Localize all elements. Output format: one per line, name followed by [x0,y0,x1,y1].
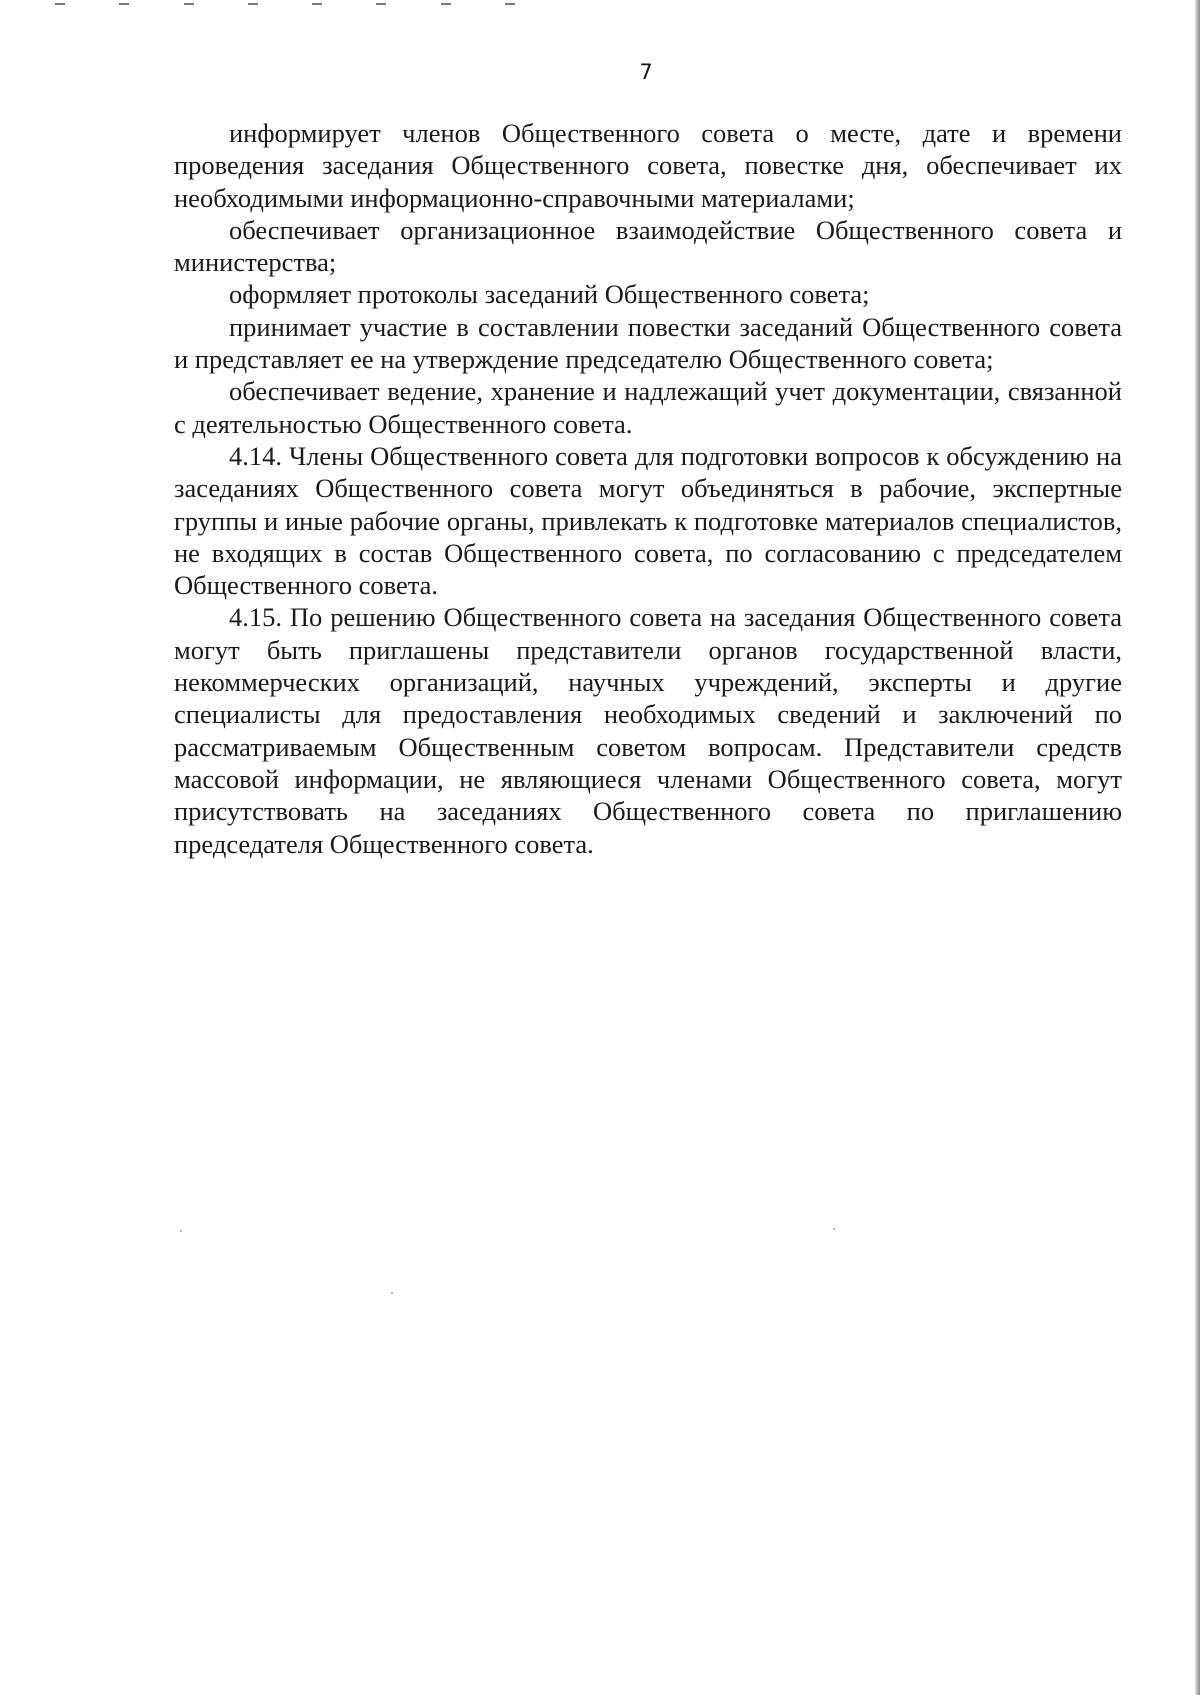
scan-dash [505,3,515,5]
scan-dash [248,3,258,5]
scan-dash [184,3,194,5]
paragraph-minutes: оформляет протоколы заседаний Общественного совета; [229,279,870,310]
page-number: 7 [639,60,653,84]
scan-dash [312,3,322,5]
scan-dash [119,3,129,5]
paragraph-4-15: 4.15. По решению Общественного совета на заседания Общественного совета могут быть приглашены представители органов государственной власти, некоммерческих организаций, научных учреждений, эксперты и другие специалисты для предоставления необходимых сведений и заключений по рассматриваемым Общественным советом вопросам. Представители средств массовой информации, не являющиеся членами Общественного совета, могут присутствовать на заседаниях Общественного совета по приглашению председателя Общественного совета. [174,602,1122,859]
scan-artifact-dashes [55,0,515,8]
scan-speck [391,1292,393,1294]
document-body [174,117,1122,860]
paragraph-4-14: 4.14. Члены Общественного совета для подготовки вопросов к обсуждению на заседаниях Общественного совета могут объединяться в рабочие, экспертные группы и иные рабочие органы, привлекать к подготовке материалов специалистов, не входящих в состав Общественного совета, по согласованию с председателем Общественного совета. [174,440,1122,601]
scan-dash [441,3,451,5]
paragraph-inform-members: информирует членов Общественного совета о месте, дате и времени проведения заседания Общественного совета, повестке дня, обеспечивает их необходимыми информационно-справочными материалами; [174,118,1122,213]
scan-dash [55,3,65,5]
scan-speck [833,1228,835,1230]
page-edge-shadow [1194,0,1200,1695]
paragraph-organizational-interaction: обеспечивает организационное взаимодействие Общественного совета и министерства; [174,214,1122,278]
paragraph-documentation: обеспечивает ведение, хранение и надлежащий учет документации, связанной с деятельностью Общественного совета. [174,376,1122,439]
scan-speck [180,1230,182,1232]
scan-dash [376,3,386,5]
paragraph-agenda: принимает участие в составлении повестки заседаний Общественного совета и представляет ее на утверждение председателю Общественного совета; [174,311,1122,375]
